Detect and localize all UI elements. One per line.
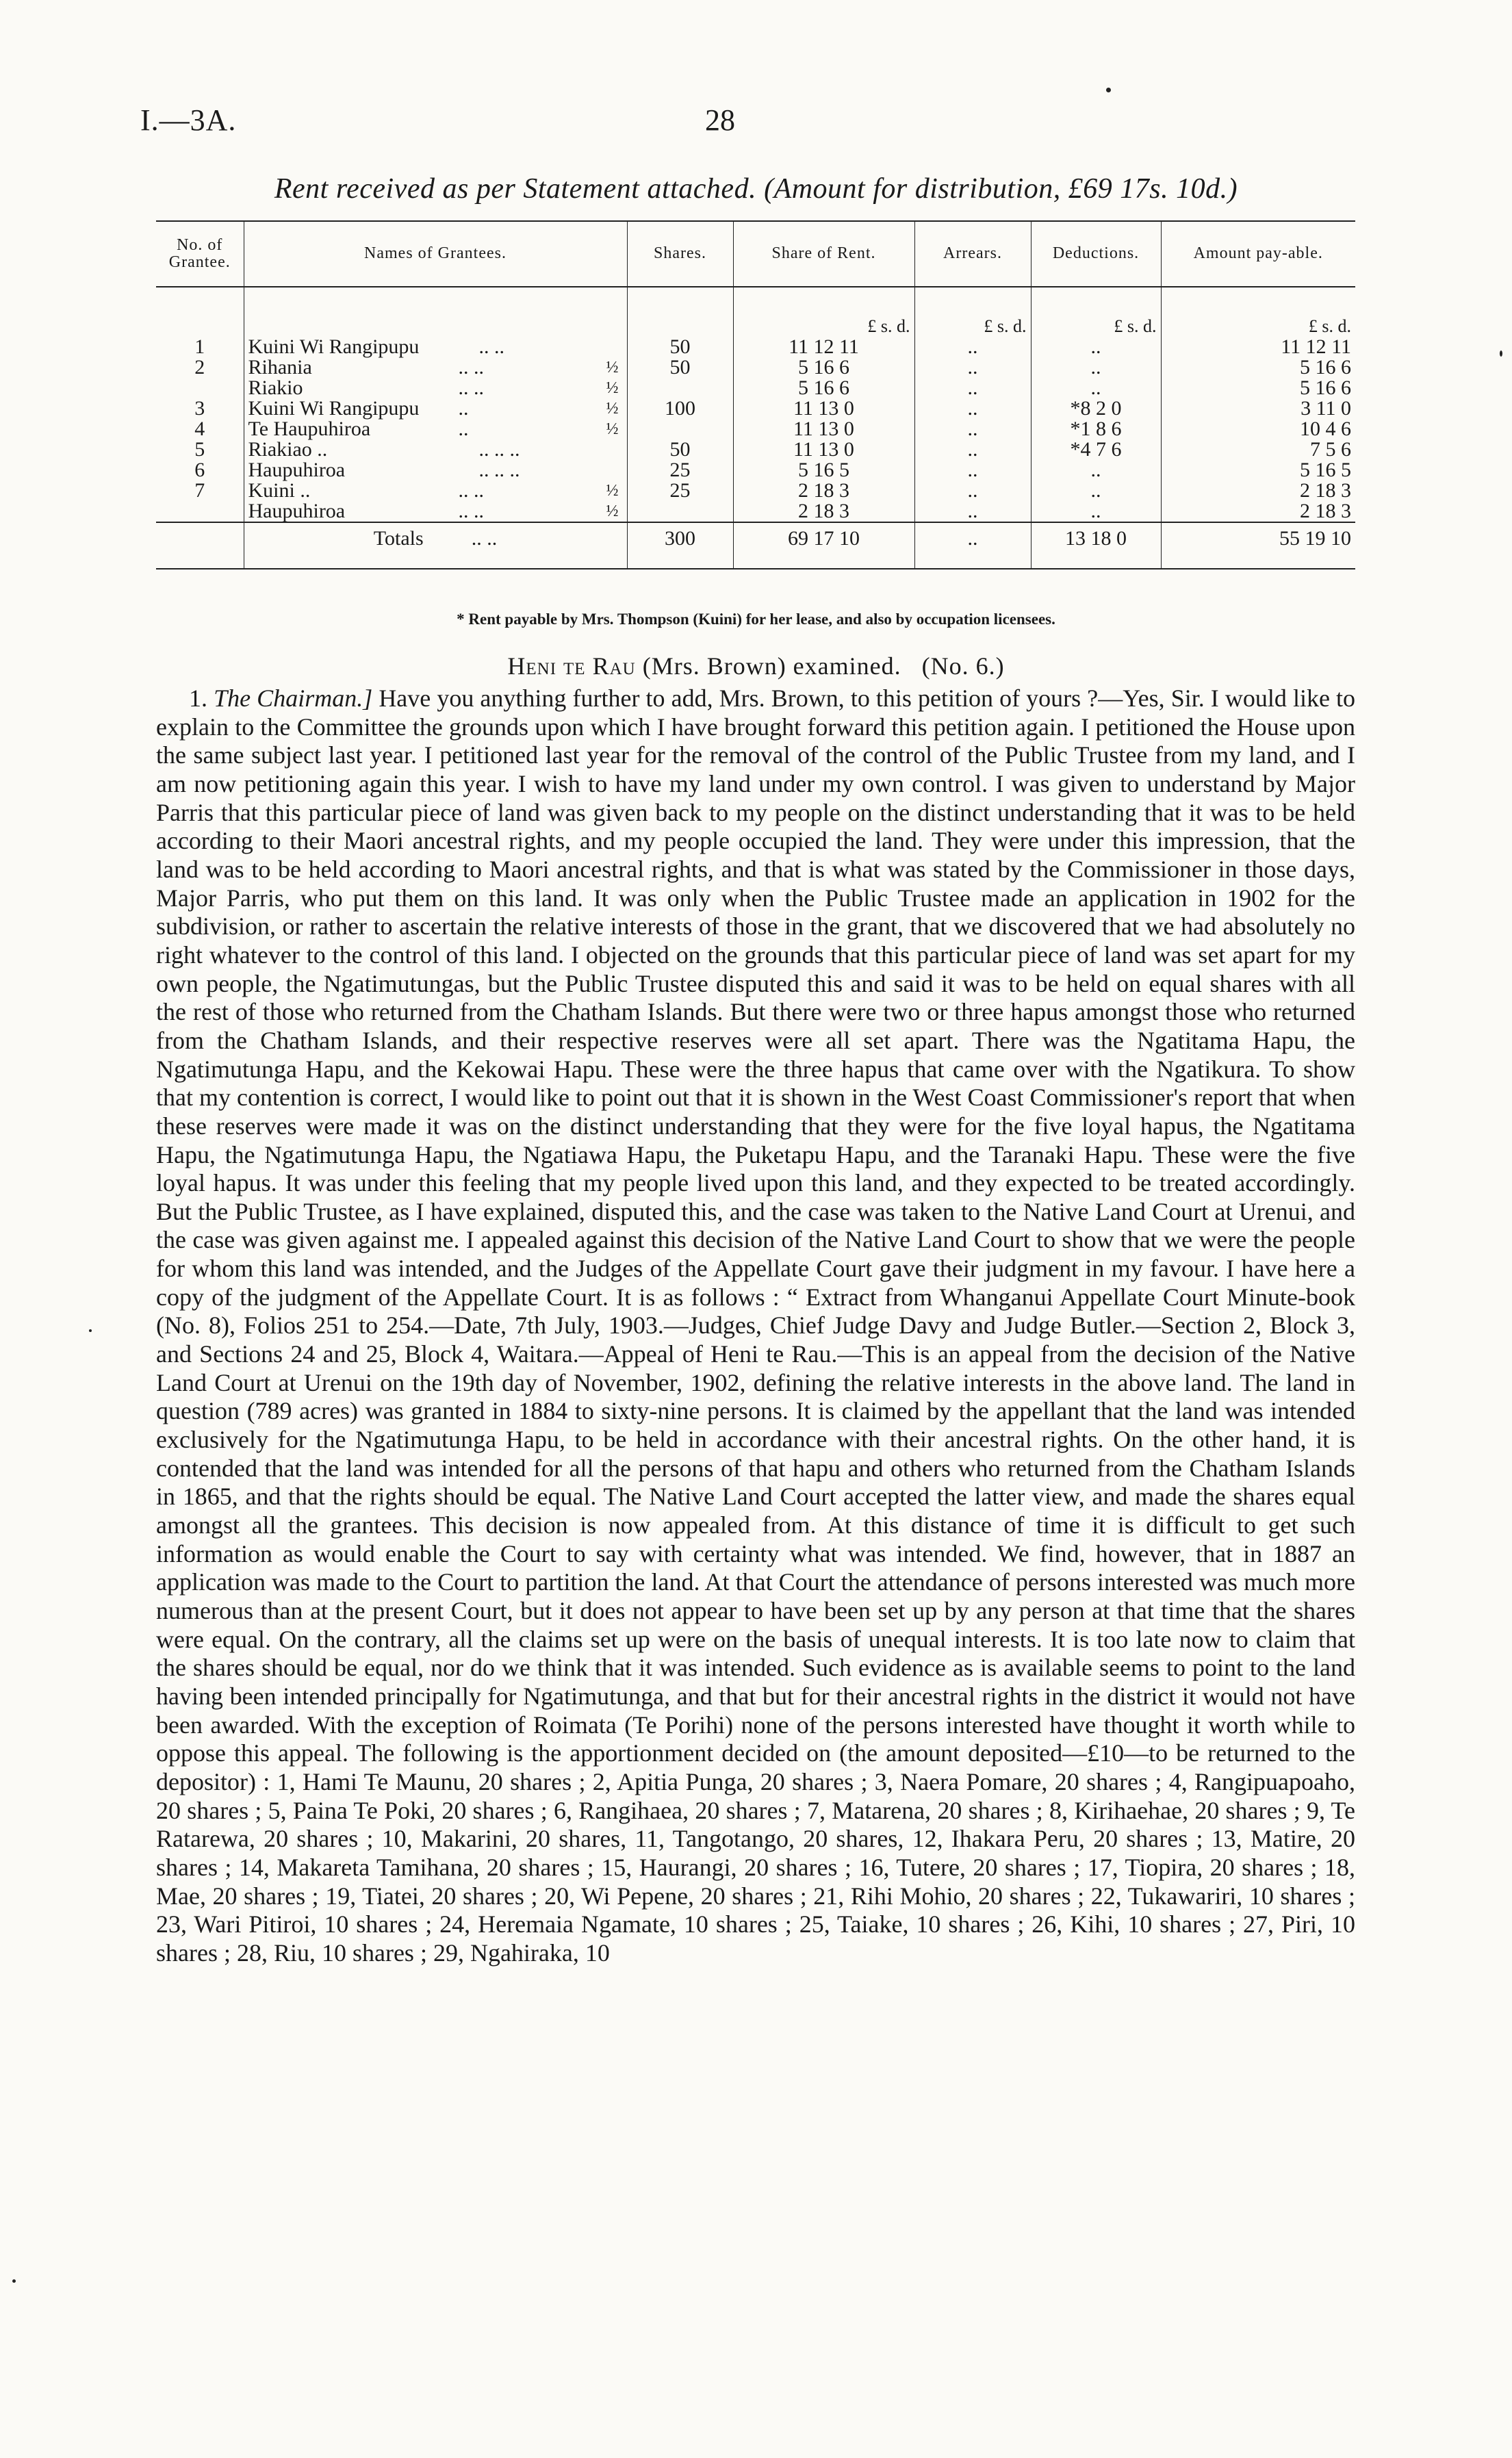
- header-shares: Shares.: [627, 221, 733, 287]
- arrears-cell: ..: [914, 439, 1031, 460]
- arrears-cell: ..: [914, 419, 1031, 439]
- fraction-share: ½: [606, 502, 619, 520]
- rent-table-container: [156, 220, 1355, 569]
- units-payable: £ s. d.: [1308, 316, 1351, 336]
- amount-payable-cell: 5 16 5: [1300, 459, 1351, 481]
- units-deductions: £ s. d.: [1031, 287, 1161, 337]
- shares-cell: 25: [627, 460, 733, 481]
- arrears-cell: ..: [914, 460, 1031, 481]
- totals-label: [244, 522, 627, 569]
- deductions-cell: *8 2 0: [1031, 398, 1161, 419]
- grantee-name-text: Te Haupuhiroa: [248, 418, 371, 440]
- testimony-paragraph: [156, 684, 1355, 1968]
- table-row: [156, 481, 1355, 501]
- share-of-rent-cell: 11 13 0: [733, 398, 914, 419]
- amount-payable-cell: 2 18 3: [1300, 500, 1351, 522]
- arrears-cell: ..: [914, 398, 1031, 419]
- grantee-no-cell: 3: [156, 398, 244, 419]
- shares-cell: 50: [627, 439, 733, 460]
- amount-payable-cell: 2 18 3: [1300, 479, 1351, 502]
- totals-rent: 69 17 10: [733, 522, 914, 569]
- deductions-cell: ..: [1031, 501, 1161, 522]
- table-body: [156, 287, 1355, 569]
- grantee-name-text: Riakiao ..: [248, 438, 328, 461]
- shares-cell: 50: [627, 357, 733, 378]
- shares-cell: 50: [627, 337, 733, 357]
- grantee-no-cell: 7: [156, 481, 244, 501]
- share-of-rent-cell: 11 13 0: [733, 419, 914, 439]
- grantee-name-cell: [244, 501, 627, 522]
- share-of-rent-cell: 2 18 3: [733, 501, 914, 522]
- share-of-rent-cell: 2 18 3: [733, 481, 914, 501]
- grantee-name-cell: [244, 398, 627, 419]
- shares-cell: [627, 378, 733, 398]
- totals-row: [156, 522, 1355, 569]
- grantee-name-text: Riakio: [248, 376, 303, 399]
- grantee-name-text: Kuini Wi Rangipupu: [248, 397, 420, 420]
- table-row: [156, 460, 1355, 481]
- grantee-name-cell: [244, 439, 627, 460]
- share-of-rent-cell: 5 16 6: [733, 378, 914, 398]
- table-row: [156, 337, 1355, 357]
- witness-name: Heni te Rau: [507, 652, 636, 680]
- shares-cell: [627, 419, 733, 439]
- amount-payable-cell: 3 11 0: [1300, 397, 1351, 420]
- grantee-no-cell: 6: [156, 460, 244, 481]
- totals-payable: 55 19 10: [1161, 522, 1355, 569]
- header-names: Names of Grantees.: [244, 221, 627, 287]
- examination-heading: [0, 652, 1512, 680]
- shares-cell: 25: [627, 481, 733, 501]
- margin-mark: [1500, 350, 1502, 357]
- totals-deductions: 13 18 0: [1031, 522, 1161, 569]
- arrears-cell: ..: [914, 501, 1031, 522]
- deductions-cell: *1 8 6: [1031, 419, 1161, 439]
- header-deductions: Deductions.: [1031, 221, 1161, 287]
- amount-payable-cell: 5 16 6: [1300, 356, 1351, 379]
- grantee-name-text: Haupuhiroa: [248, 500, 346, 522]
- grantee-no-cell: 4: [156, 419, 244, 439]
- grantee-name-cell: [244, 419, 627, 439]
- question-number: 1.: [189, 684, 207, 712]
- examination-number: (No. 6.): [921, 652, 1005, 680]
- grantee-name-text: Kuini ..: [248, 479, 311, 502]
- leader-dots: ..: [458, 397, 469, 420]
- leader-dots: .. ..: [458, 500, 484, 522]
- document-reference: I.—3A.: [140, 103, 237, 137]
- totals-shares: 300: [627, 522, 733, 569]
- deductions-cell: ..: [1031, 357, 1161, 378]
- testimony-body: [156, 684, 1355, 1968]
- fraction-share: ½: [606, 359, 619, 376]
- table-caption: Rent received as per Statement attached. (Amount for distribution, £69 17s. 10d.): [274, 173, 1238, 205]
- units-row: [156, 287, 1355, 337]
- share-of-rent-cell: 11 13 0: [733, 439, 914, 460]
- totals-label-text: Totals: [373, 527, 424, 550]
- amount-payable-cell: 5 16 6: [1300, 376, 1351, 399]
- grantee-name-cell: [244, 460, 627, 481]
- leader-dots: .. ..: [458, 479, 484, 502]
- table-row: [156, 439, 1355, 460]
- header-grantee-no: No. of Grantee.: [156, 221, 244, 287]
- margin-mark: [12, 2279, 16, 2283]
- deductions-cell: ..: [1031, 460, 1161, 481]
- amount-payable-cell: 10 4 6: [1300, 418, 1351, 440]
- grantee-name-cell: [244, 357, 627, 378]
- share-of-rent-cell: 5 16 6: [733, 357, 914, 378]
- shares-cell: 100: [627, 398, 733, 419]
- grantee-name-cell: [244, 378, 627, 398]
- totals-blank: [156, 522, 244, 569]
- totals-arrears: ..: [914, 522, 1031, 569]
- shares-cell: [627, 501, 733, 522]
- fraction-share: ½: [606, 420, 619, 438]
- leader-dots: ..: [458, 418, 469, 440]
- leader-dots: .. .. ..: [478, 459, 520, 481]
- units-arrears: £ s. d.: [914, 287, 1031, 337]
- arrears-cell: ..: [914, 378, 1031, 398]
- page-header: [0, 103, 1512, 144]
- leader-dots: .. ..: [458, 356, 484, 379]
- fraction-share: ½: [606, 482, 619, 500]
- question-speaker: The Chairman.]: [214, 684, 373, 712]
- deductions-cell: ..: [1031, 481, 1161, 501]
- header-amount-payable: Amount pay-able.: [1161, 221, 1355, 287]
- grantee-name-text: Haupuhiroa: [248, 459, 346, 481]
- header-share-of-rent: Share of Rent.: [733, 221, 914, 287]
- fraction-share: ½: [606, 379, 619, 397]
- testimony-text: Have you anything further to add, Mrs. Brown, to this petition of yours ?—Yes, Sir. I would like to explain to the Committee the grounds upon which I have brought forward this petition again. I petitioned the House upon the same subject last year. I petitioned last year for the removal of the control of the Public Trustee from my land, and I am now petitioning again this year. I wish to have my land under my own control. I was given to understand by Major Parris that this particular piece of land was given back to my people on the distinct understanding that it was to be held according to their Maori ancestral rights, and my people occupied the land. They were under this impression, that the land was to be held according to Maori ancestral rights, and that is what was stated by the Commissioner in those days, Major Parris, who put them on this land. It was only when the Public Trustee made an application in 1902 for the subdivision, or rather to ascertain the relative interests of those in the grant, that we discovered that we had absolutely no right whatever to the control of this land. I objected on the grounds that this particular piece of land was set apart for my own people, the Ngatimutungas, but the Public Trustee disputed this and said it was to be held on equal shares with all the rest of those who returned from the Chatham Islands. But there were two or three hapus amongst those who returned from the Chatham Islands, and their respective reserves were all set apart. There was the Ngatitama Hapu, the Ngatimutunga Hapu, and the Kekowai Hapu. These were the three hapus that came over with the Ngatikura. To show that my contention is correct, I would like to point out that it is shown in the West Coast Commissioner's report that when these reserves were made it was on the distinct understanding that they were for the five loyal hapus, the Ngatitama Hapu, the Ngatimutunga Hapu, the Ngatiawa Hapu, the Puketapu Hapu, and the Taranaki Hapu. These were the five loyal hapus. It was under this feeling that my people lived upon this land, and they expected to be treated accordingly. But the Public Trustee, as I have explained, disputed this, and the case was taken to the Native Land Court at Urenui, and the case was given against me. I appealed against this decision of the Native Land Court to show that we were the people for whom this land was intended, and the Judges of the Appellate Court gave their judgment in my favour. I have here a copy of the judgment of the Appellate Court. It is as follows : “ Extract from Whanganui Appellate Court Minute-book (No. 8), Folios 251 to 254.—Date, 7th July, 1903.—Judges, Chief Judge Davy and Judge Butler.—Section 2, Block 3, and Sections 24 and 25, Block 4, Waitara.—Appeal of Heni te Rau.—This is an appeal from the decision of the Native Land Court at Urenui on the 19th day of November, 1902, defining the relative interests in the above land. The land in question (789 acres) was granted in 1884 to sixty-nine persons. It is claimed by the appellant that the land was intended exclusively for the Ngatimutunga Hapu, to be held in accordance with their ancestral rights. On the other hand, it is contended that the land was intended for all the persons of that hapu and others who returned from the Chatham Islands in 1865, and that the rights should be equal. The Native Land Court accepted the latter view, and made the shares equal amongst all the grantees. This decision is now appealed from. At this distance of time it is difficult to get such information as would enable the Court to say with certainty what was intended. We find, however, that in 1887 an application was made to the Court to partition the land. At that Court the attendance of persons interested was much more numerous than at the present Court, but it does not appear to have been set up by any person at that time that the shares were equal. On the contrary, all the claims set up were on the basis of unequal interests. It is too late now to claim that the shares should be equal, nor do we think that it was intended. Such evidence as is available seems to point to the land having been intended principally for Ngatimutunga, and that but for their ancestral rights in the district it would not have been awarded. With the exception of Roimata (Te Porihi) none of the persons interested have thought it worth while to oppose this appeal. The following is the apportionment decided on (the amount deposited—£10—to be returned to the depositor) : 1, Hami Te Maunu, 20 shares ; 2, Apitia Punga, 20 shares ; 3, Naera Pomare, 20 shares ; 4, Rangipuapoaho, 20 shares ; 5, Paina Te Poki, 20 shares ; 6, Rangihaea, 20 shares ; 7, Matarena, 20 shares ; 8, Kirihaehae, 20 shares ; 9, Te Ratarewa, 20 shares ; 10, Makarini, 20 shares, 11, Tangotango, 20 shares, 12, Ihakara Peru, 20 shares ; 13, Matire, 20 shares ; 14, Makareta Tamihana, 20 shares ; 15, Haurangi, 20 shares ; 16, Tutere, 20 shares ; 17, Tiopira, 20 shares ; 18, Mae, 20 shares ; 19, Tiatei, 20 shares ; 20, Wi Pepene, 20 shares ; 21, Rihi Mohio, 20 shares ; 22, Tukawariri, 10 shares ; 23, Wari Pitiroi, 10 shares ; 24, Heremaia Ngamate, 10 shares ; 25, Taiake, 10 shares ; 26, Kihi, 10 shares ; 27, Piri, 10 shares ; 28, Riu, 10 shares ; 29, Ngahiraka, 10: [156, 684, 1356, 1967]
- table-row: [156, 357, 1355, 378]
- grantee-no-cell: [156, 378, 244, 398]
- arrears-cell: ..: [914, 357, 1031, 378]
- share-of-rent-cell: 11 12 11: [733, 337, 914, 357]
- grantee-name-cell: [244, 481, 627, 501]
- leader-dots: .. ..: [471, 527, 498, 550]
- leader-dots: .. ..: [478, 335, 504, 358]
- page-number: 28: [705, 103, 735, 137]
- fraction-share: ½: [606, 400, 619, 418]
- units-rent: £ s. d.: [733, 287, 914, 337]
- grantee-no-cell: 1: [156, 337, 244, 357]
- grantee-no-cell: 5: [156, 439, 244, 460]
- share-of-rent-cell: 5 16 5: [733, 460, 914, 481]
- deductions-cell: *4 7 6: [1031, 439, 1161, 460]
- amount-payable-cell: 7 5 6: [1310, 438, 1351, 461]
- table-row: [156, 398, 1355, 419]
- arrears-cell: ..: [914, 337, 1031, 357]
- grantee-name-text: Kuini Wi Rangipupu: [248, 335, 420, 358]
- grantee-no-cell: [156, 501, 244, 522]
- table-footnote: * Rent payable by Mrs. Thompson (Kuini) for her lease, and also by occupation licensees.: [457, 611, 1055, 628]
- arrears-cell: ..: [914, 481, 1031, 501]
- ink-dot-mark: [1106, 88, 1111, 92]
- deductions-cell: ..: [1031, 337, 1161, 357]
- table-header-row: [156, 221, 1355, 287]
- header-arrears: Arrears.: [914, 221, 1031, 287]
- witness-title: (Mrs. Brown) examined.: [642, 652, 901, 680]
- table-row: [156, 378, 1355, 398]
- leader-dots: .. .. ..: [478, 438, 520, 461]
- table-row: [156, 501, 1355, 522]
- table-row: [156, 419, 1355, 439]
- margin-mark: [89, 1329, 92, 1332]
- grantee-name-text: Rihania: [248, 356, 312, 379]
- amount-payable-cell: 11 12 11: [1281, 335, 1351, 358]
- grantee-name-cell: [244, 337, 627, 357]
- rent-distribution-table: [156, 220, 1355, 569]
- grantee-no-cell: 2: [156, 357, 244, 378]
- leader-dots: .. ..: [458, 376, 484, 399]
- deductions-cell: ..: [1031, 378, 1161, 398]
